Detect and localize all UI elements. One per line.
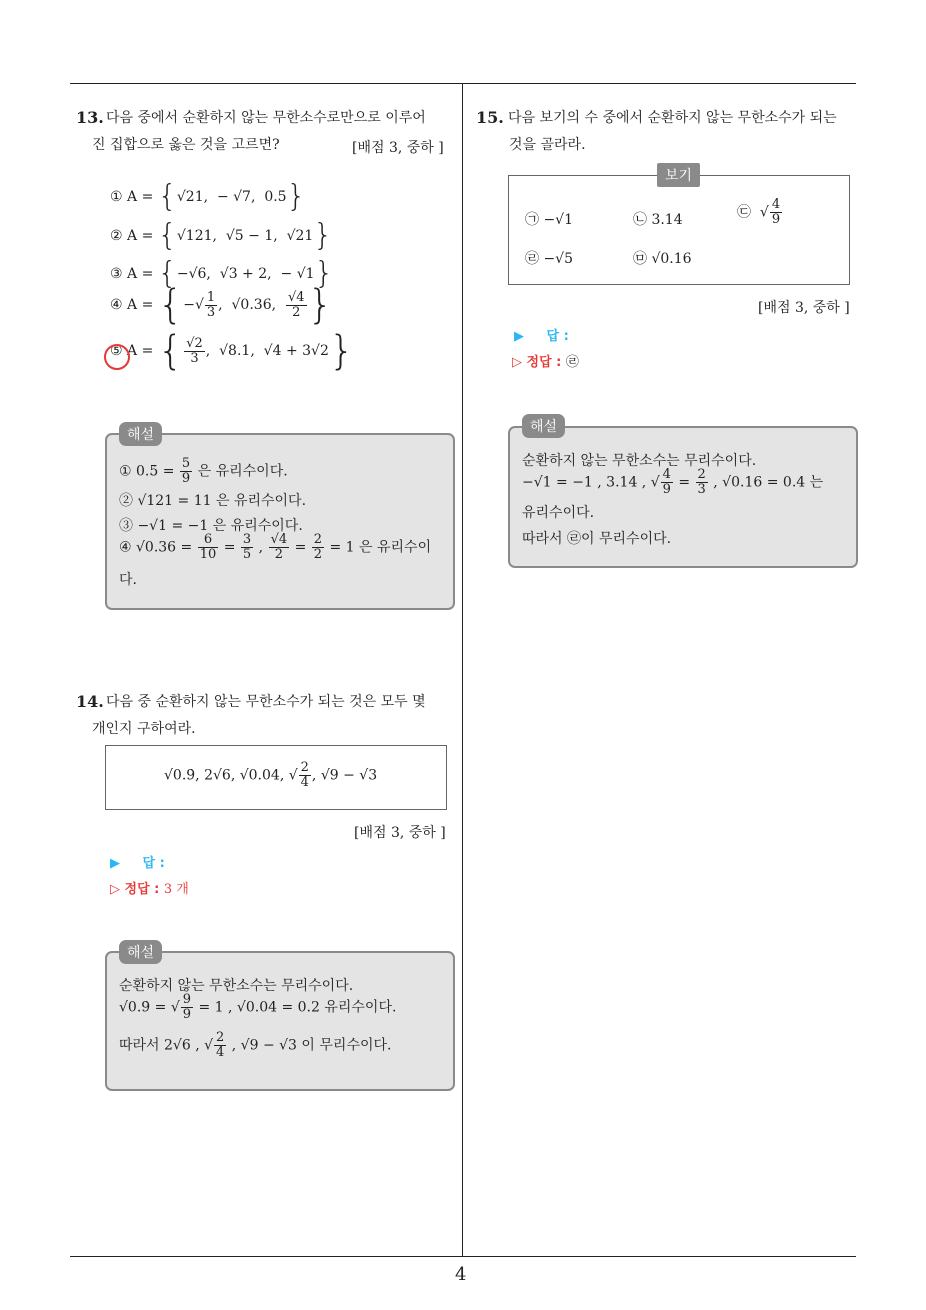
q14-solution-box: 순환하지 않는 무한소수는 무리수이다. √0.9̇ = √ $\frac{9}{9}$ = 1 , √0.04 = 0.2 유리수이다. 따라서 2√6 , √ $\frac{2}{4}$ , √9 − √3 이 무리수이다. xyxy=(105,951,455,1091)
q15-text-line1: 다음 보기의 수 중에서 순환하지 않는 무한소수가 되는 xyxy=(508,110,837,126)
q14-correct-value: 3 개 xyxy=(163,882,189,897)
q14-number: 14. xyxy=(76,692,104,711)
q13-text-line2: 진 집합으로 옳은 것을 고르면? xyxy=(92,137,280,153)
option-mark: ① xyxy=(110,189,123,205)
q13-option-5[interactable]: ⑤ A = { $\frac{√2}{3}$ , √8.1, √4 + 3√2} xyxy=(110,328,355,374)
q13-solution-box: ① 0.5̇ = $\frac{5}{9}$ 은 유리수이다. ② √121 = 11 은 유리수이다. ③ −√1 = −1 은 유리수이다. ④ √0.36 = $\frac{6}{10}$ = $\frac{3}{5}$ , $\frac{√4}{2}$ = $\frac{2}{2}$ = 1 은 유리수이 다. xyxy=(105,433,455,610)
q15-number: 15. xyxy=(476,108,504,127)
bogi-item-c: ㉢ √ $\frac{4}{9}$ xyxy=(737,197,781,227)
bogi-item-a: ㉠ −√1 xyxy=(525,212,574,228)
outline-play-icon: ▷ xyxy=(110,882,120,897)
q13-option-4[interactable]: ④ A = {−√ $\frac{1}{3}$ , √0.36, $\frac{√4}{2}$ } xyxy=(110,282,333,328)
q13-text-line1: 다음 중에서 순환하지 않는 무한소수로만으로 이루어 xyxy=(106,110,426,126)
q14-score: [배점 3, 중하 ] xyxy=(354,825,446,841)
top-rule xyxy=(70,83,856,84)
q15-correct-value: ㉣ xyxy=(565,355,579,370)
bogi-item-b: ㉡ 3.14 xyxy=(633,212,683,228)
bogi-title: 보기 xyxy=(657,163,700,187)
option-mark: ③ xyxy=(110,266,123,282)
option-mark: ② xyxy=(110,228,123,244)
q13-number: 13. xyxy=(76,108,104,127)
q14-expression: √0.9̇, 2√6, √0.04, √ $\frac{2}{4}$ , √9 − √3 xyxy=(164,760,378,790)
bogi-item-e: ㉤ √0.16 xyxy=(633,251,692,267)
q15-correct-row: ▷ 정답 : ㉣ xyxy=(512,355,579,370)
q15-solution-tab: 해설 xyxy=(522,414,565,438)
selected-answer-circle xyxy=(104,344,130,370)
q14-text-line2: 개인지 구하여라. xyxy=(92,721,196,737)
q15-solution-box: 순환하지 않는 무한소수는 무리수이다. −√1 = −1 , 3.14 , √ $\frac{4}{9}$ = $\frac{2}{3}$ , √0.16 = 0.4 는 유리수이다. 따라서 ㉣이 무리수이다. xyxy=(508,426,858,568)
q13-score: [배점 3, 중하 ] xyxy=(352,140,444,156)
play-icon: ▶ xyxy=(514,329,524,344)
bogi-box xyxy=(508,175,850,285)
option-mark: ④ xyxy=(110,297,123,313)
q14-correct-row: ▷ 정답 : 3 개 xyxy=(110,882,189,897)
q15-score: [배점 3, 중하 ] xyxy=(758,300,850,316)
q14-answer-row[interactable]: ▶ 답 : xyxy=(110,856,165,871)
q14-text-line1: 다음 중 순환하지 않는 무한소수가 되는 것은 모두 몇 xyxy=(106,694,426,710)
q13-option-1[interactable]: ① A = {√21, − √7, 0.5̇} xyxy=(110,179,306,214)
q14-solution-tab: 해설 xyxy=(119,940,162,964)
q13-option-2[interactable]: ② A = {√121, √5 − 1, √21} xyxy=(110,218,333,253)
bottom-rule xyxy=(70,1256,856,1257)
column-divider xyxy=(462,84,463,1256)
page-number: 4 xyxy=(455,1264,467,1285)
q15-text-line2: 것을 골라라. xyxy=(509,137,586,153)
q14-expression-box xyxy=(105,745,447,810)
outline-play-icon: ▷ xyxy=(512,355,522,370)
bogi-item-d: ㉣ −√5 xyxy=(525,251,574,267)
q13-solution-tab: 해설 xyxy=(119,422,162,446)
q15-answer-row[interactable]: ▶ 답 : xyxy=(514,329,569,344)
play-icon: ▶ xyxy=(110,856,120,871)
q13-option-3[interactable]: ③ A = {−√6, √3 + 2, − √1} xyxy=(110,256,334,291)
option-mark: ⑤ xyxy=(110,343,123,359)
